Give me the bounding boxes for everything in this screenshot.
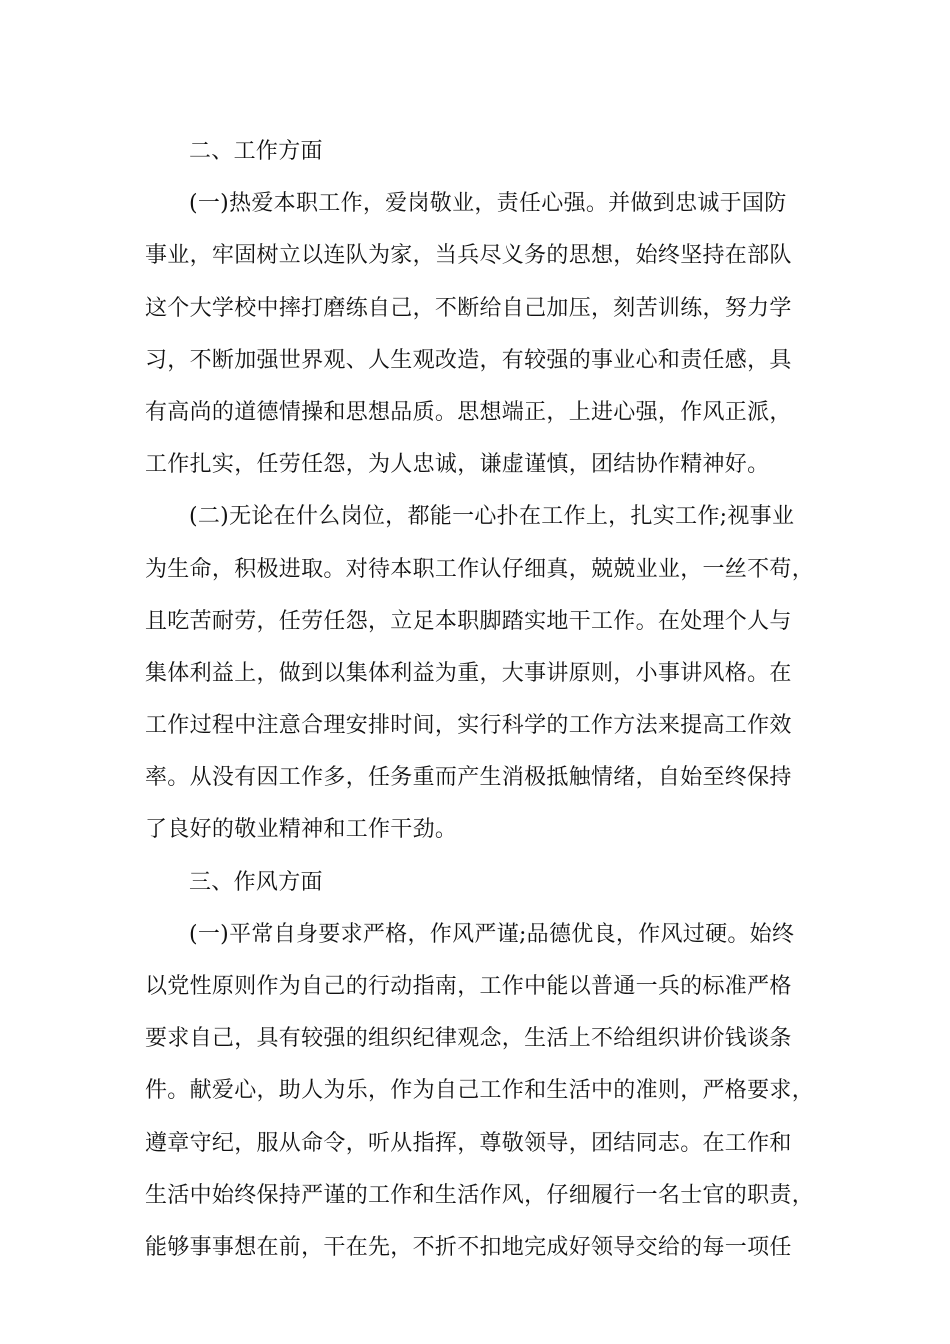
- paragraph-line: 且吃苦耐劳，任劳任怨，立足本职脚踏实地干工作。在处理个人与: [145, 608, 792, 634]
- paragraph-line: 以党性原则作为自己的行动指南，工作中能以普通一兵的标准严格: [145, 974, 792, 999]
- paragraph-line: (二)无论在什么岗位，都能一心扑在工作上，扎实工作;视事业: [189, 504, 795, 530]
- paragraph-line: 要求自己，具有较强的组织纪律观念，生活上不给组织讲价钱谈条: [145, 1026, 792, 1052]
- paragraph-line: 习，不断加强世界观、人生观改造，有较强的事业心和责任感，具: [145, 347, 792, 373]
- paragraph-line: 有高尚的道德情操和思想品质。思想端正，上进心强，作风正派，: [145, 399, 792, 425]
- paragraph-line: 工作过程中注意合理安排时间，实行科学的工作方法来提高工作效: [145, 713, 792, 739]
- paragraph-line: 能够事事想在前，干在先，不折不扣地完成好领导交给的每一项任: [145, 1234, 792, 1260]
- paragraph-line: 为生命，积极进取。对待本职工作认仔细真，兢兢业业，一丝不苟，: [145, 556, 815, 582]
- paragraph-line: 了良好的敬业精神和工作干劲。: [145, 817, 458, 843]
- paragraph-line: (一)平常自身要求严格，作风严谨;品德优良，作风过硬。始终: [189, 921, 795, 947]
- paragraph-line: (一)热爱本职工作，爱岗敬业，责任心强。并做到忠诚于国防: [189, 191, 787, 217]
- paragraph-line: 率。从没有因工作多，任务重而产生消极抵触情绪，自始至终保持: [145, 765, 792, 791]
- section-heading-style: 三、作风方面: [189, 869, 323, 895]
- section-heading-work: 二、工作方面: [189, 139, 323, 164]
- paragraph-line: 件。献爱心，助人为乐，作为自己工作和生活中的准则，严格要求，: [145, 1078, 815, 1104]
- document-body: [145, 126, 835, 1274]
- paragraph-line: 事业，牢固树立以连队为家，当兵尽义务的思想，始终坚持在部队: [145, 243, 792, 269]
- paragraph-line: 遵章守纪，服从命令，听从指挥，尊敬领导，团结同志。在工作和: [145, 1130, 792, 1156]
- paragraph-line: 工作扎实，任劳任怨，为人忠诚，谦虚谨慎，团结协作精神好。: [145, 452, 770, 478]
- paragraph-line: 这个大学校中摔打磨练自己，不断给自己加压，刻苦训练，努力学: [145, 295, 792, 321]
- paragraph-line: 生活中始终保持严谨的工作和生活作风，仔细履行一名士官的职责，: [145, 1182, 815, 1208]
- paragraph-line: 集体利益上，做到以集体利益为重，大事讲原则，小事讲风格。在: [145, 660, 792, 686]
